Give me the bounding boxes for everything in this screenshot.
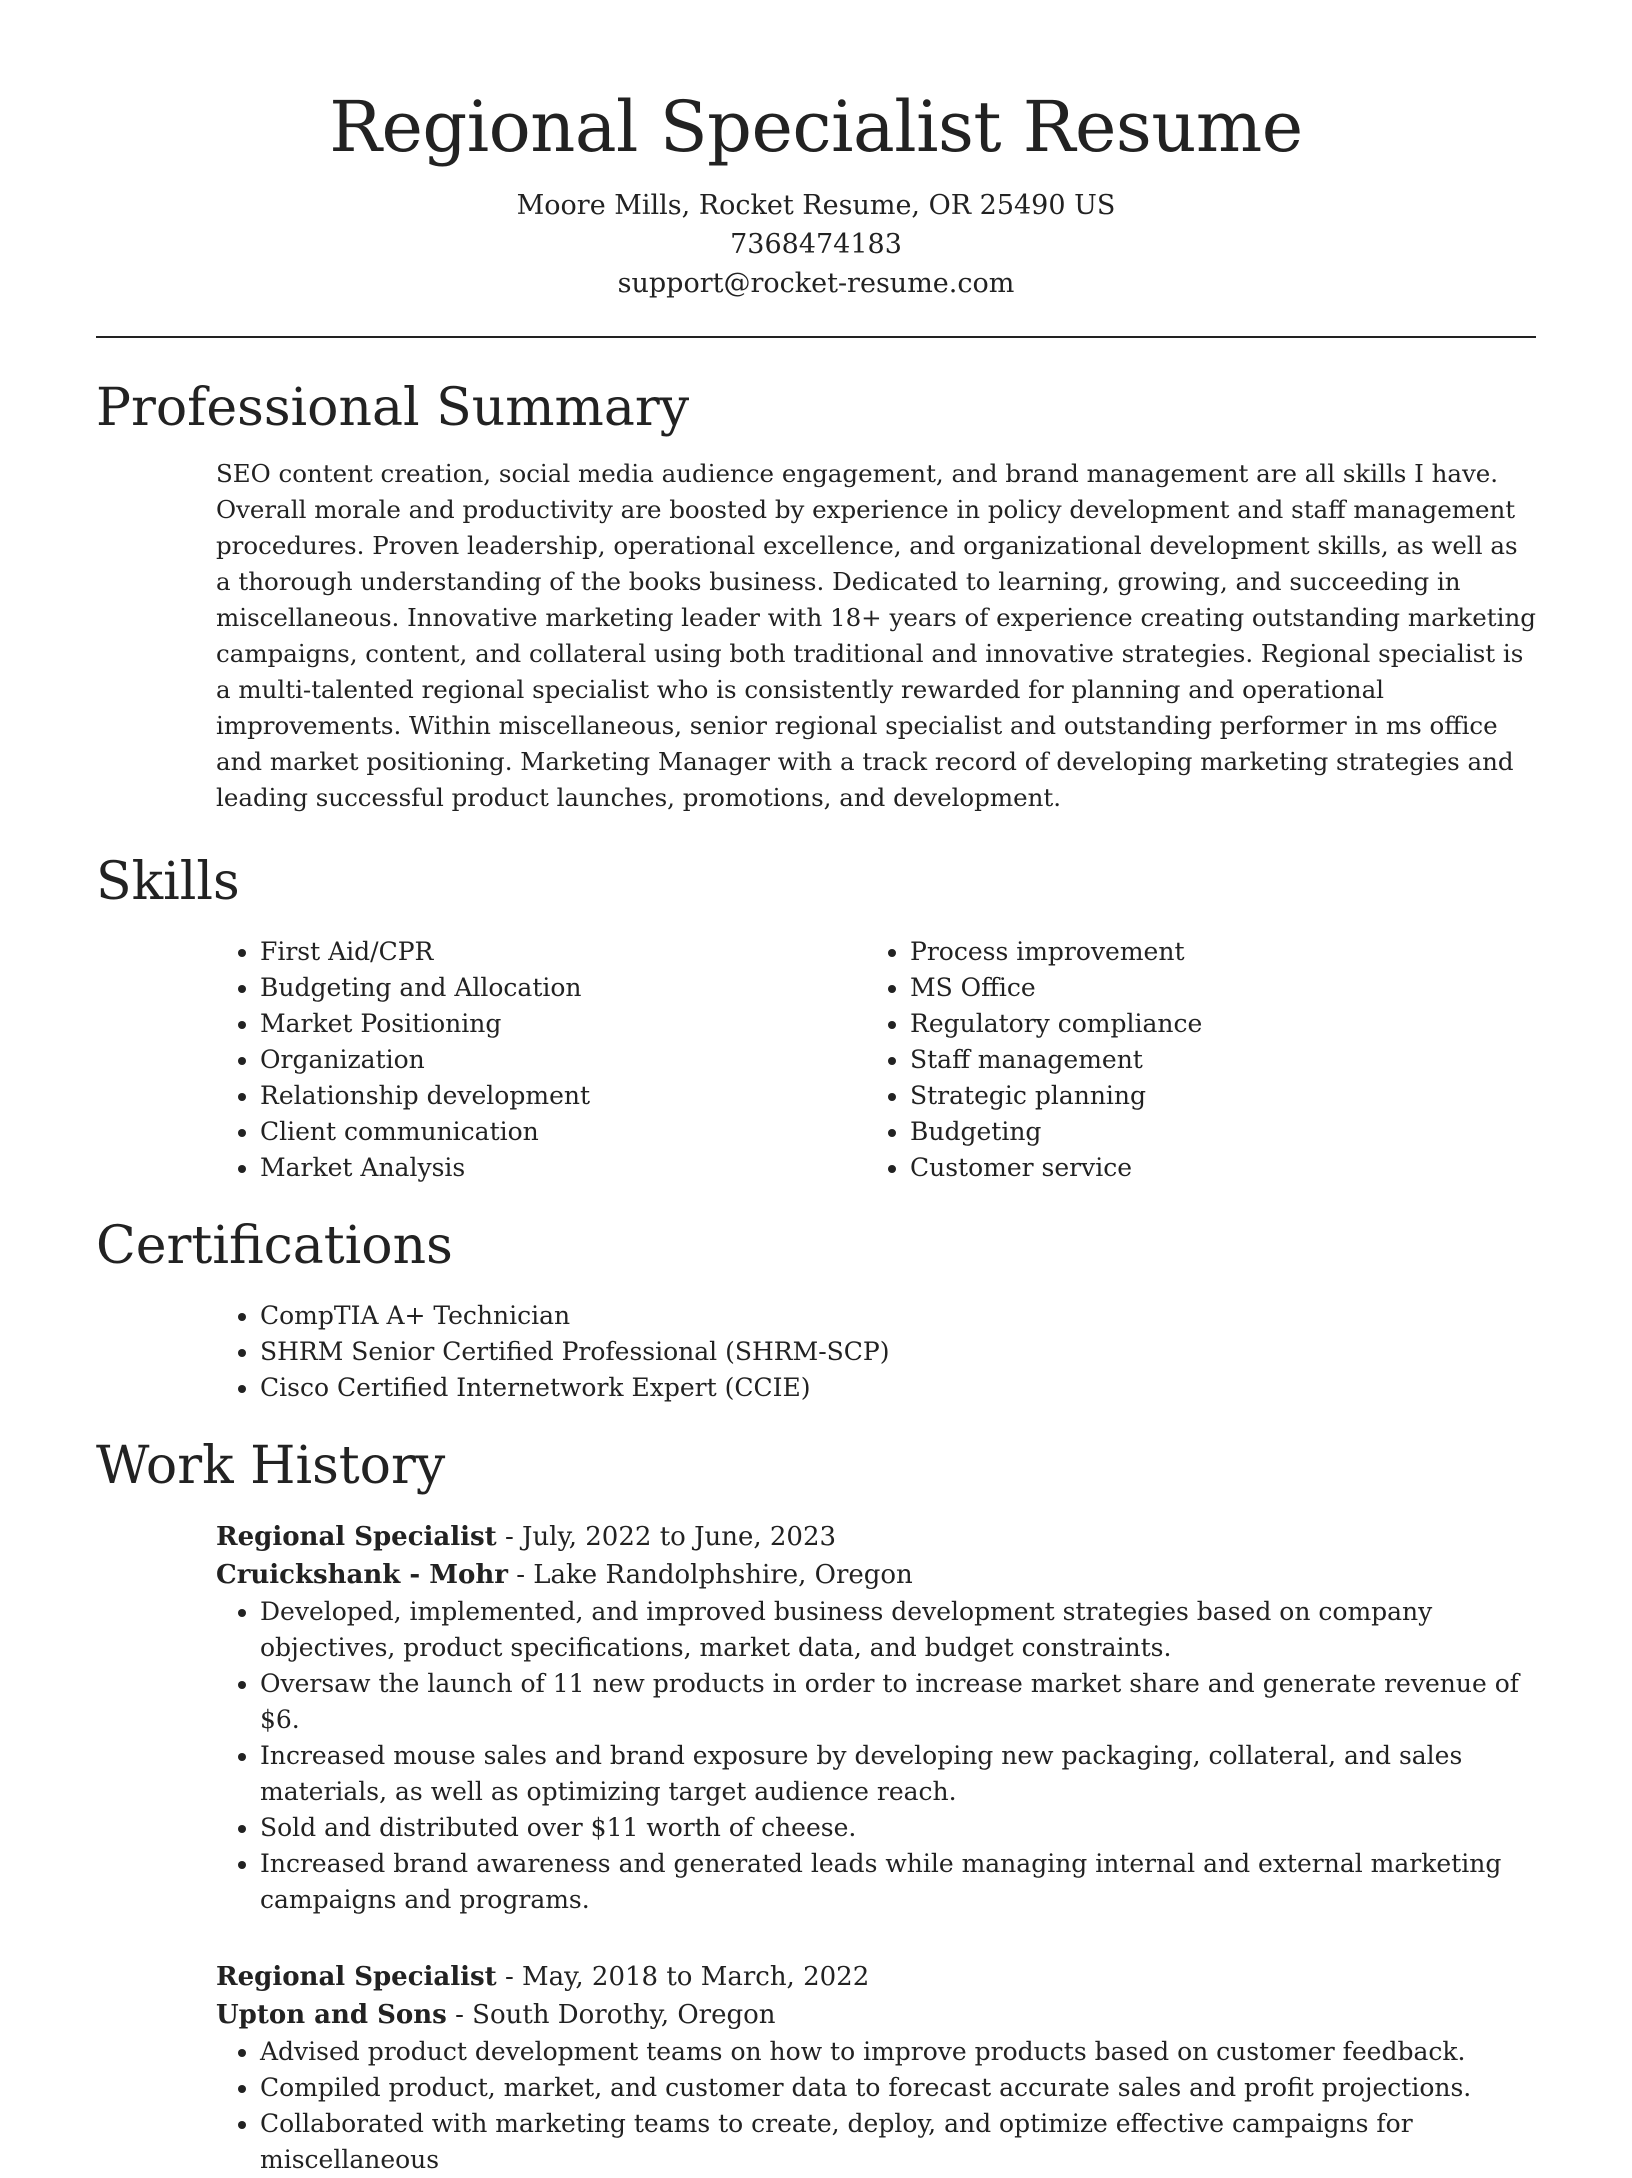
- summary-heading: Professional Summary: [96, 378, 690, 438]
- certification-item: • CompTIA A+ Technician: [260, 1298, 1536, 1334]
- job-separator: -: [496, 1522, 523, 1552]
- job-duty-item: • Sold and distributed over $11 worth of cheese.: [260, 1810, 1536, 1846]
- resume-page: [96, 0, 1536, 2178]
- skill-item: • Market Analysis: [260, 1150, 866, 1186]
- skill-item: • Customer service: [910, 1150, 1466, 1186]
- skill-item: • Organization: [260, 1042, 866, 1078]
- certifications-heading: Certifications: [96, 1216, 453, 1276]
- contact-phone: 7368474183: [730, 229, 902, 260]
- skill-item: • Process improvement: [910, 934, 1466, 970]
- contact-block: [96, 186, 1536, 303]
- skill-item: • First Aid/CPR: [260, 934, 866, 970]
- job-duty-item: • Increased brand awareness and generated leads while managing internal and external marketing campaigns and programs.: [260, 1846, 1536, 1918]
- job-duty-item: • Developed, implemented, and improved business development strategies based on company objectives, product specifications, market data, and budget constraints.: [260, 1594, 1536, 1666]
- job-company: Upton and Sons: [216, 2000, 447, 2030]
- job-separator: -: [507, 1560, 534, 1590]
- skill-item: • Client communication: [260, 1114, 866, 1150]
- header-divider: [96, 336, 1536, 338]
- job-title: Regional Specialist: [216, 1522, 497, 1552]
- skill-item: • Strategic planning: [910, 1078, 1466, 1114]
- skill-item: • Relationship development: [260, 1078, 866, 1114]
- job-duty-item: • Collaborated with marketing teams to create, deploy, and optimize effective campaigns for miscellaneous: [260, 2106, 1536, 2178]
- job-duty-item: • Increased mouse sales and brand exposure by developing new packaging, collateral, and sales materials, as well as optimizing target audience reach.: [260, 1738, 1536, 1810]
- job-entry: [216, 1518, 1536, 1918]
- skill-item: • Market Positioning: [260, 1006, 866, 1042]
- job-duty-item: • Oversaw the launch of 11 new products in order to increase market share and generate revenue of $6.: [260, 1666, 1536, 1738]
- contact-address: Moore Mills, Rocket Resume, OR 25490 US: [516, 190, 1116, 221]
- job-dates: July, 2022 to June, 2023: [522, 1522, 837, 1552]
- certification-item: • SHRM Senior Certified Professional (SHRM-SCP): [260, 1334, 1536, 1370]
- skill-item: • Budgeting: [910, 1114, 1466, 1150]
- job-separator: -: [446, 2000, 473, 2030]
- job-company: Cruickshank - Mohr: [216, 1560, 508, 1590]
- job-dates: May, 2018 to March, 2022: [522, 1962, 870, 1992]
- job-duties-list: [216, 1594, 1536, 1918]
- skills-column-left: [216, 934, 866, 1186]
- job-entry: [216, 1958, 1536, 2178]
- job-company-line: [216, 1556, 1536, 1594]
- job-title-line: [216, 1518, 1536, 1556]
- skill-item: • Staff management: [910, 1042, 1466, 1078]
- job-title: Regional Specialist: [216, 1962, 497, 1992]
- skill-item: • Budgeting and Allocation: [260, 970, 866, 1006]
- skill-item: • Regulatory compliance: [910, 1006, 1466, 1042]
- job-location: South Dorothy, Oregon: [472, 2000, 776, 2030]
- job-company-line: [216, 1996, 1536, 2034]
- job-separator: -: [496, 1962, 523, 1992]
- job-location: Lake Randolphshire, Oregon: [533, 1560, 913, 1590]
- skills-list-left: [216, 934, 866, 1186]
- contact-email: support@rocket-resume.com: [617, 268, 1015, 299]
- job-duty-item: • Advised product development teams on how to improve products based on customer feedback.: [260, 2034, 1536, 2070]
- resume-title: Regional Specialist Resume: [329, 86, 1303, 168]
- skill-item: • MS Office: [910, 970, 1466, 1006]
- certification-item: • Cisco Certified Internetwork Expert (CCIE): [260, 1370, 1536, 1406]
- skills-heading: Skills: [96, 852, 240, 912]
- skills-column-right: [866, 934, 1466, 1186]
- job-title-line: [216, 1958, 1536, 1996]
- skills-list-right: [866, 934, 1466, 1186]
- summary-text: SEO content creation, social media audience engagement, and brand management are all skills I have. Overall morale and productivity are boosted by experience in policy development and staff management procedures. Proven leadership, operational excellence, and organizational development skills, as well as a thorough understanding of the books business. Dedicated to learning, growing, and succeeding in miscellaneous. Innovative marketing leader with 18+ years of experience creating outstanding marketing campaigns, content, and collateral using both traditional and innovative strategies. Regional specialist is a multi-talented regional specialist who is consistently rewarded for planning and operational improvements. Within miscellaneous, senior regional specialist and outstanding performer in ms office and market positioning. Marketing Manager with a track record of developing marketing strategies and leading successful product launches, promotions, and development.: [216, 459, 1536, 812]
- job-duty-item: • Compiled product, market, and customer data to forecast accurate sales and profit projections.: [260, 2070, 1536, 2106]
- job-duties-list: [216, 2034, 1536, 2178]
- certifications-list: [216, 1298, 1536, 1406]
- skills-grid: [216, 934, 1536, 1186]
- certifications-block: [216, 1298, 1536, 1406]
- work-history-heading: Work History: [96, 1436, 446, 1496]
